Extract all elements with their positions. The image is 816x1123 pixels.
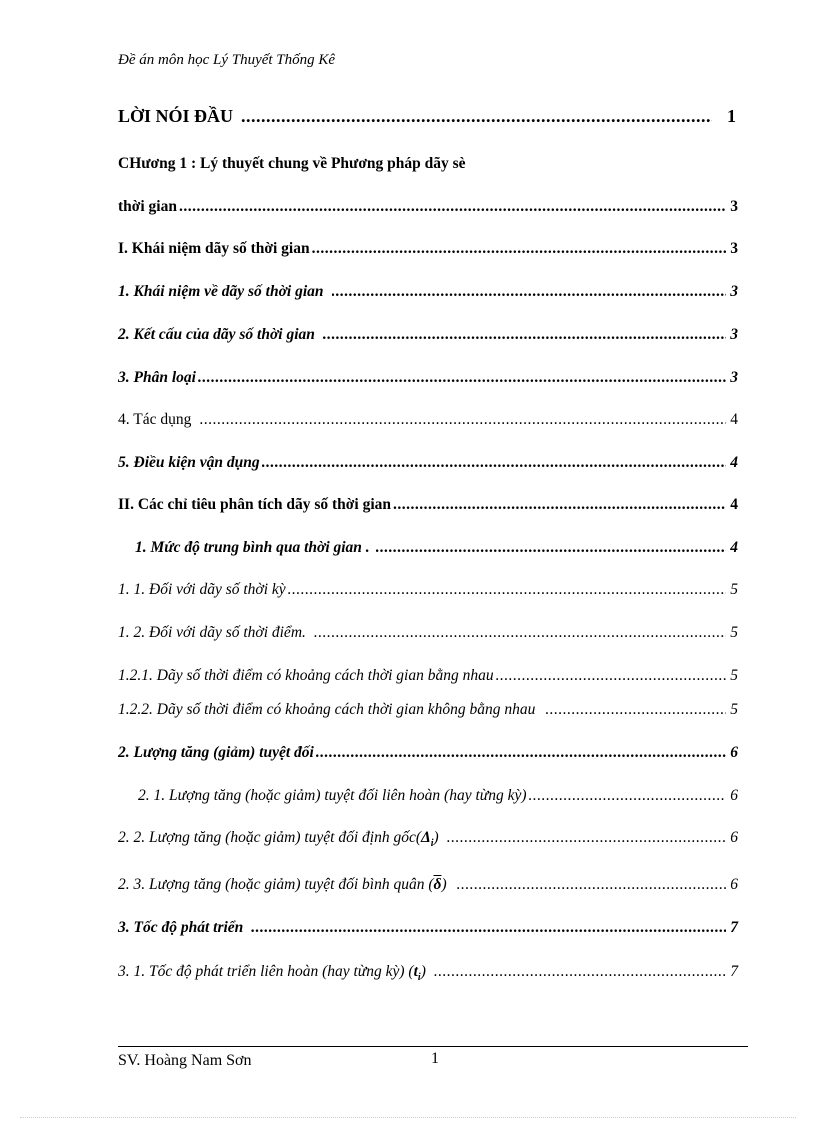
- toc-label: 1.2.2. Dãy số thời điểm có khoảng cách thời gian không bằng nhau: [118, 701, 536, 718]
- toc-page: 7: [730, 919, 738, 936]
- toc-leader: [314, 623, 726, 643]
- footer-student-name: SV. Hoàng Nam Sơn: [118, 1052, 252, 1069]
- toc-entry-sec1-1[interactable]: [118, 282, 738, 302]
- toc-page: 3: [730, 283, 738, 300]
- toc-label: 2. 1. Lượng tăng (hoặc giảm) tuyệt đối liên hoàn (hay từng kỳ): [138, 787, 527, 804]
- toc-page: 4: [730, 539, 738, 556]
- toc-entry-sec1-4[interactable]: [118, 410, 738, 430]
- toc-label: [118, 875, 447, 895]
- toc-entry-sec1-3[interactable]: [118, 368, 738, 388]
- toc-leader: [434, 962, 726, 982]
- toc-label: I. Khái niệm dãy số thời gian: [118, 240, 310, 257]
- toc-page: 5: [730, 581, 738, 598]
- toc-entry-sec2-1-2-1[interactable]: [118, 666, 738, 686]
- toc-leader: [529, 786, 727, 806]
- toc-entry-sec2[interactable]: [118, 495, 738, 515]
- toc-entry-sec2-3[interactable]: [118, 918, 738, 938]
- toc-label: thời gian: [118, 198, 177, 215]
- toc-label-text: 2. 3. Lượng tăng (hoặc giảm) tuyệt đối bình quân (: [118, 876, 434, 893]
- toc-entry-sec2-1-1[interactable]: [118, 580, 738, 600]
- toc-page: 4: [730, 411, 738, 428]
- toc-label: 1. Mức độ trung bình qua thời gian .: [135, 539, 370, 556]
- toc-page: 3: [730, 240, 738, 257]
- toc-entry-sec2-2[interactable]: [118, 743, 738, 763]
- subscript-i: i: [430, 838, 434, 850]
- toc-page: 5: [730, 701, 738, 718]
- toc-entry-sec2-1-2[interactable]: [118, 623, 738, 643]
- toc-leader: [323, 325, 726, 345]
- toc-page: 5: [730, 667, 738, 684]
- toc-leader: [316, 743, 726, 763]
- toc-leader: [241, 106, 712, 126]
- toc-label: 2. Kết cấu của dãy số thời gian: [118, 326, 315, 343]
- toc-page: 4: [730, 454, 738, 471]
- toc-entry-sec1-2[interactable]: [118, 325, 738, 345]
- toc-entry-sec2-1-2-2[interactable]: [118, 700, 738, 720]
- toc-entry-sec1[interactable]: [118, 239, 738, 259]
- delta-symbol: Δ: [421, 829, 431, 846]
- toc-leader: [447, 828, 726, 848]
- page-bottom-border: [20, 1117, 796, 1118]
- toc-leader: [393, 495, 726, 515]
- toc-label: 3. Tốc độ phát triển: [118, 919, 244, 936]
- toc-chapter1-title[interactable]: CHương 1 : Lý thuyết chung về Phương pháp dãy sè: [118, 155, 466, 172]
- toc-leader: [312, 239, 726, 259]
- toc-page: 6: [730, 829, 738, 846]
- toc-page: 3: [730, 198, 738, 215]
- toc-leader: [545, 700, 726, 720]
- toc-label: 1. Khái niệm về dãy số thời gian: [118, 283, 324, 300]
- toc-label: [118, 828, 439, 854]
- delta-bar-symbol: $\overline{\delta}$: [433, 876, 442, 893]
- toc-label: LỜI NÓI ĐẦU: [118, 106, 234, 126]
- toc-entry-sec2-3-1[interactable]: [118, 962, 738, 988]
- toc-leader: [198, 368, 726, 388]
- footer-divider: [118, 1046, 748, 1047]
- toc-leader: [496, 666, 726, 686]
- toc-entry-sec2-2-2[interactable]: [118, 828, 738, 854]
- toc-page: 6: [730, 744, 738, 761]
- toc-page: 6: [730, 876, 738, 893]
- toc-label: 2. Lượng tăng (giảm) tuyệt đối: [118, 744, 314, 761]
- toc-label: 4. Tác dụng: [118, 411, 192, 428]
- toc-label: 5. Điều kiện vận dụng: [118, 454, 260, 471]
- toc-entry-chapter1[interactable]: [118, 197, 738, 217]
- toc-label-text: 3. 1. Tốc độ phát triển liên hoàn (hay từng kỳ) (: [118, 963, 414, 980]
- toc-entry-sec2-2-1[interactable]: [138, 786, 738, 806]
- toc-leader: [179, 197, 726, 217]
- toc-leader: [262, 453, 726, 473]
- toc-label: 1.2.1. Dãy số thời điểm có khoảng cách thời gian bằng nhau: [118, 667, 494, 684]
- toc-label: [118, 962, 426, 988]
- toc-page: 3: [730, 326, 738, 343]
- toc-label: 3. Phân loại: [118, 369, 196, 386]
- toc-leader: [199, 410, 726, 430]
- toc-page: 3: [730, 369, 738, 386]
- toc-entry-intro[interactable]: [118, 106, 738, 126]
- toc-leader: [332, 282, 726, 302]
- toc-label: 1. 1. Đối với dãy số thời kỳ: [118, 581, 286, 598]
- document-header: Đề án môn học Lý Thuyết Thống Kê: [118, 52, 336, 68]
- toc-leader: [376, 538, 726, 558]
- toc-label-text: 2. 2. Lượng tăng (hoặc giảm) tuyệt đối định gốc(: [118, 829, 422, 846]
- toc-entry-sec2-1[interactable]: [135, 538, 738, 558]
- toc-label-close: ): [441, 876, 447, 893]
- toc-leader: [457, 875, 726, 895]
- toc-entry-sec1-5[interactable]: [118, 453, 738, 473]
- toc-label-close: ): [420, 963, 426, 980]
- toc-page: 1: [727, 106, 736, 126]
- toc-label-close: ): [433, 829, 439, 846]
- toc-label: 1. 2. Đối với dãy số thời điểm.: [118, 624, 306, 641]
- t-symbol: t: [413, 963, 418, 980]
- toc-page: 7: [730, 963, 738, 980]
- footer-page-number: 1: [431, 1050, 439, 1067]
- toc-leader: [288, 580, 726, 600]
- toc-leader: [251, 918, 726, 938]
- toc-label: II. Các chỉ tiêu phân tích dãy số thời gian: [118, 496, 391, 513]
- toc-page: 4: [730, 496, 738, 513]
- subscript-i: i: [417, 972, 421, 984]
- toc-page: 6: [730, 787, 738, 804]
- toc-entry-sec2-2-3[interactable]: [118, 875, 738, 895]
- toc-page: 5: [730, 624, 738, 641]
